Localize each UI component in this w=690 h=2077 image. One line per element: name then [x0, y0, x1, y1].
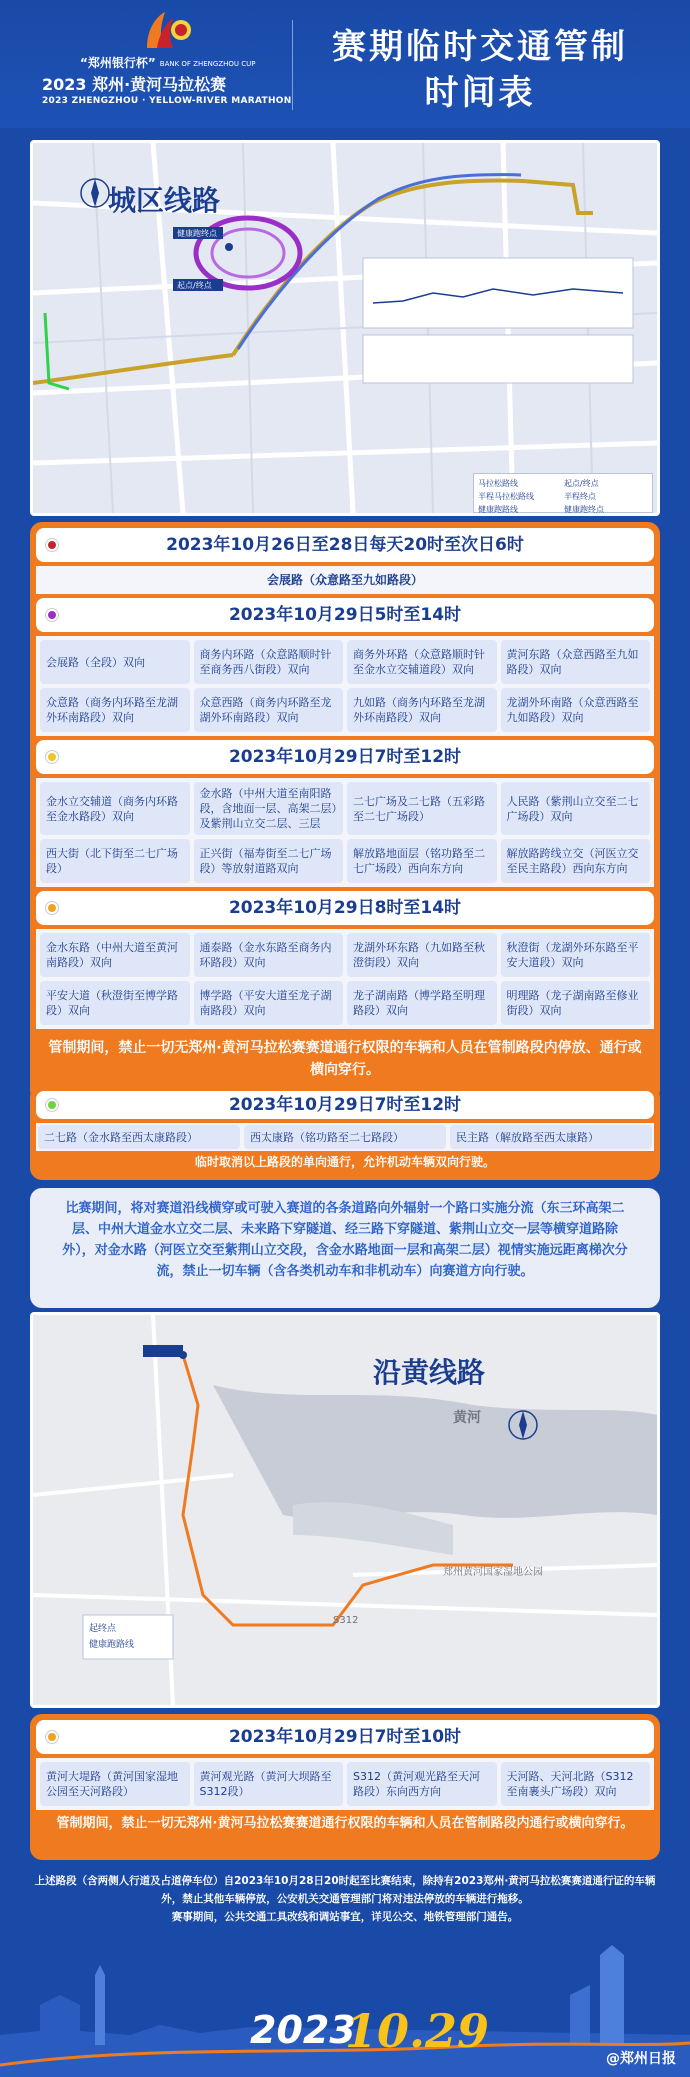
- page-title: [305, 24, 655, 116]
- time-3: 2023年10月29日7时至12时: [228, 747, 462, 767]
- wetland-label: 郑州黄河国家湿地公园: [443, 1567, 543, 1578]
- time-6: 2023年10月29日7时至10时: [228, 1727, 462, 1747]
- control-notice-2: 管制期间，禁止一切无郑州·黄河马拉松赛赛道通行权限的车辆和人员在管制路段内通行或横向穿行。: [56, 1816, 634, 1831]
- section4-grid: [36, 929, 654, 1029]
- section2-grid: [36, 636, 654, 736]
- section5-grid: [36, 1123, 654, 1151]
- s312-label: S312: [333, 1615, 359, 1626]
- section3-grid: [36, 778, 654, 887]
- time-bar-4: [36, 891, 654, 925]
- river-map-legend: [89, 1621, 134, 1653]
- road-cell: 黄河观光路（黄河大坝路至S312段）: [194, 1762, 344, 1806]
- svg-text:健康跑终点: 健康跑终点: [177, 229, 217, 238]
- time-bar-3: [36, 740, 654, 774]
- river-label: 黄河: [453, 1410, 481, 1426]
- bottom-banner: [0, 1935, 690, 2077]
- legend-health: 健康跑路线: [478, 505, 518, 514]
- race-name-en: 2023 ZHENGZHOU · YELLOW-RIVER MARATHON: [42, 96, 292, 106]
- road-cell: 龙湖外环南路（众意西路至九如路段）双向: [501, 688, 651, 732]
- road-cell: 解放路地面层（铭功路至二七广场段）西向东方向: [347, 839, 497, 883]
- svg-text:10.29: 10.29: [345, 2004, 490, 2058]
- road-cell: 解放路跨线立交（河医立交至民主路段）西向东方向: [501, 839, 651, 883]
- title-line-1: 赛期临时交通管制: [332, 27, 628, 67]
- city-map-title: 城区线路: [108, 184, 221, 217]
- time-bar-6: [36, 1720, 654, 1754]
- legend-half-finish: 半程终点: [564, 492, 596, 501]
- road-cell: 黄河大堤路（黄河国家湿地公园至天河路段）: [40, 1762, 190, 1806]
- road-cell: 明理路（龙子湖南路至修业街段）双向: [501, 981, 651, 1025]
- time-1: 2023年10月26日至28日每天20时至次日6时: [166, 535, 524, 555]
- legend-health-finish: 健康跑终点: [564, 505, 604, 514]
- road-cell: 通泰路（金水东路至商务内环路段）双向: [194, 933, 344, 977]
- legend-health-route: 健康跑路线: [89, 1640, 135, 1650]
- road-cell: 九如路（商务内环路至龙湖外环南路段）双向: [347, 688, 497, 732]
- race-name: 2023 郑州·黄河马拉松赛: [42, 75, 227, 94]
- legend-half: 半程马拉松路线: [478, 492, 534, 501]
- two-way-panel: [30, 1085, 660, 1180]
- road-cell: 金水立交辅道（商务内环路至金水路段）双向: [40, 782, 190, 835]
- legend-start: 起点/终点: [564, 479, 599, 488]
- weibo-watermark: @郑州日报: [606, 2051, 676, 2067]
- road-cell: 二七路（金水路至西太康路段）: [38, 1125, 240, 1149]
- city-route-map: [30, 140, 660, 516]
- road-cell: 平安大道（秋澄街至博学路段）双向: [40, 981, 190, 1025]
- title-line-2: 时间表: [424, 73, 536, 113]
- svg-text:2023: 2023: [250, 2008, 356, 2052]
- road-cell: 商务外环路（众意路顺时针至金水立交辅道段）双向: [347, 640, 497, 684]
- section6-grid: [36, 1758, 654, 1810]
- road-cell: 二七广场及二七路（五彩路至二七广场段）: [347, 782, 497, 835]
- road-cell: 会展路（全段）双向: [40, 640, 190, 684]
- status-dot-orange: [46, 902, 58, 914]
- river-map-title: 沿黄线路: [373, 1356, 486, 1389]
- road-cell: 西太康路（铭功路至二七路段）: [244, 1125, 446, 1149]
- city-skyline-illustration: [0, 1935, 690, 2077]
- road-cell: 人民路（紫荆山立交至二七广场段）双向: [501, 782, 651, 835]
- status-dot-purple: [46, 609, 58, 621]
- footer-line-1: 上述路段（含两侧人行道及占道停车位）自2023年10月28日20时起至比赛结束，除持有2023郑州·黄河马拉松赛赛道通行证的车辆外，禁止其他车辆停放，公安机关交通管理部门将对违法停放的车辆进行拖移。: [34, 1875, 656, 1905]
- time-4: 2023年10月29日8时至14时: [228, 898, 462, 918]
- road-cell: 金水路（中州大道至南阳路段，含地面一层、高架二层）及紫荆山立交二层、三层: [194, 782, 344, 835]
- status-dot-orange: [46, 1731, 58, 1743]
- road-cell: 众意西路（商务内环路至龙湖外环南路段）双向: [194, 688, 344, 732]
- road-cell: 商务内环路（众意路顺时针至商务西八街段）双向: [194, 640, 344, 684]
- section1-roads: 会展路（众意路至九如路段）: [36, 566, 654, 594]
- control-schedule-panel: [30, 522, 660, 1102]
- header-divider: [292, 20, 293, 110]
- road-cell: 黄河东路（众意西路至九如路段）双向: [501, 640, 651, 684]
- time-bar-5: [36, 1091, 654, 1119]
- status-dot-red: [46, 539, 58, 551]
- road-cell: 民主路（解放路至西太康路）: [450, 1125, 652, 1149]
- road-cell: S312（黄河观光路至天河路段）东向西方向: [347, 1762, 497, 1806]
- city-map-legend: [473, 473, 653, 513]
- cup-en: BANK OF ZHENGZHOU CUP: [159, 59, 256, 68]
- road-cell: 天河路、天河北路（S312至南裹头广场段）双向: [501, 1762, 651, 1806]
- footer-notes: [30, 1872, 660, 1926]
- road-cell: 博学路（平安大道至龙子湖南路段）双向: [194, 981, 344, 1025]
- road-cell: 正兴街（福寿街至二七广场段）等放射道路双向: [194, 839, 344, 883]
- road-cell: 龙湖外环东路（九如路至秋澄街段）双向: [347, 933, 497, 977]
- road-cell: 众意路（商务内环路至龙湖外环南路段）双向: [40, 688, 190, 732]
- diversion-info: 比赛期间，将对赛道沿线横穿或可驶入赛道的各条道路向外辐射一个路口实施分流（东三环高架二层、中州大道金水立交二层、未来路下穿隧道、经三路下穿隧道、紫荆山立交一层等横穿道路除外），对金水路（河医立交至紫荆山立交段，含金水路地面一层和高架二层）视情实施远距离梯次分流，禁止一切车辆（含各类机动车和非机动车）向赛道方向行驶。: [30, 1188, 660, 1308]
- river-route-map: [30, 1312, 660, 1708]
- road-cell: 秋澄街（龙湖外环东路至平安大道段）双向: [501, 933, 651, 977]
- legend-marathon: 马拉松路线: [478, 479, 518, 488]
- road-cell: 金水东路（中州大道至黄河南路段）双向: [40, 933, 190, 977]
- control-notice-1: 管制期间，禁止一切无郑州·黄河马拉松赛赛道通行权限的车辆和人员在管制路段内停放、通行或横向穿行。: [48, 1040, 642, 1078]
- status-dot-yellow: [46, 751, 58, 763]
- cup-name: “郑州银行杯”: [80, 56, 156, 70]
- header: [0, 0, 690, 128]
- road-cell: 西大街（北下街至二七广场段）: [40, 839, 190, 883]
- footer-line-2: 赛事期间，公共交通工具改线和调站事宜，详见公交、地铁管理部门通告。: [171, 1911, 519, 1923]
- time-2: 2023年10月29日5时至14时: [228, 605, 462, 625]
- time-5: 2023年10月29日7时至12时: [228, 1095, 462, 1115]
- river-control-panel: [30, 1714, 660, 1860]
- marathon-emblem-icon: [137, 8, 193, 54]
- svg-text:起点/终点: 起点/终点: [177, 281, 212, 290]
- time-bar-2: [36, 598, 654, 632]
- status-dot-green: [46, 1099, 58, 1111]
- two-way-notice: 临时取消以上路段的单向通行，允许机动车辆双向行驶。: [194, 1155, 495, 1169]
- road-cell: 龙子湖南路（博学路至明理路段）双向: [347, 981, 497, 1025]
- time-bar-1: [36, 528, 654, 562]
- legend-start-end: 起终点: [89, 1624, 117, 1634]
